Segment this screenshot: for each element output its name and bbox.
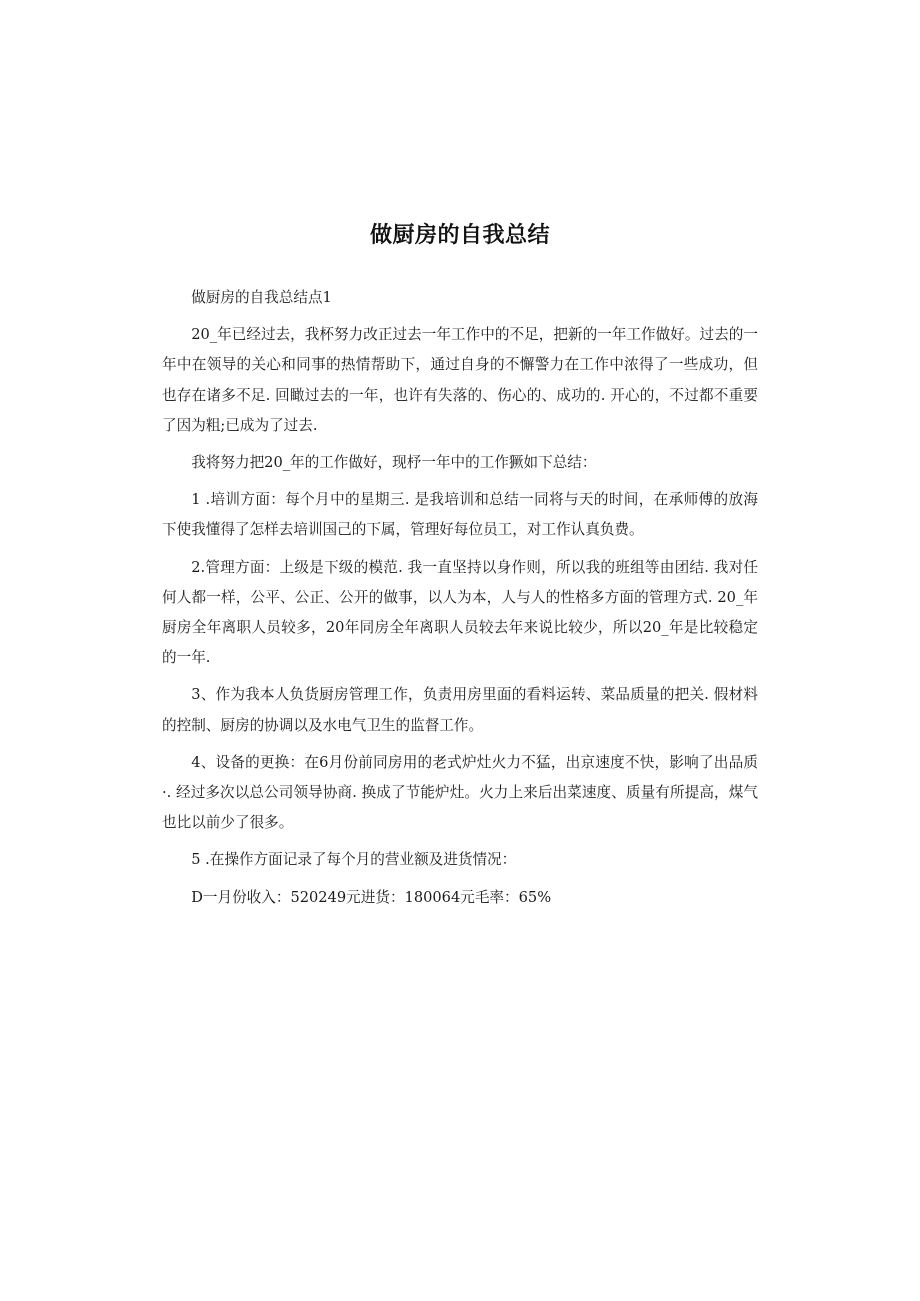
- paragraph-summary-lead: 我将努力把20_年的工作做好，现杼一年中的工作獗如下总结：: [191, 454, 597, 472]
- paragraph-management: 2.管理方面：上级是下级的模范. 我一直坚持以身作则，所以我的班组等由团结. 我对任何人都一样，公平、公正、公开的做事，以人为本，人与人的性格多方面的管理方式. 20_年厨房全年离职人员较多，20年同房全年离职人员较去年来说比较少，所以20_年是比较稳定的一年.: [162, 558, 758, 667]
- paragraph-training: 1 .培训方面：每个月中的星期三. 是我培训和总结一同将与天的时间，在承师傅的放海下使我懂得了怎样去培训国己的下属，管理好每位员工，对工作认真负费。: [162, 491, 758, 539]
- paragraph-revenue-january: D一月份收入：520249元进货：180064元毛率：65%: [191, 888, 552, 906]
- paragraph-operations: 5 .在操作方面记录了每个月的营业额及进货情况：: [191, 851, 517, 869]
- section-heading: 做厨房的自我总结点1: [191, 289, 332, 306]
- paragraph-intro: 20_年已经过去，我杯努力改正过去一年工作中的不足，把新的一年工作做好。过去的一年中在领导的关心和同事的热情帮助下，通过自身的不懈警力在工作中浓得了一些成功，但也存在诸多不足. 回瞰过去的一年，也许有失落的、伤心的、成功的. 开心的，不过都不重要了因为粗;已成为了过去.: [162, 326, 758, 434]
- paragraph-responsibility: 3、作为我本人负货厨房管理工作，负责用房里面的看料运转、菜品质量的把关. 假材料的控制、厨房的协调以及水电气卫生的监督工作。: [162, 686, 758, 734]
- paragraph-equipment: 4、设备的更换：在6月份前同房用的老式炉灶火力不猛，出京速度不快，影响了出品质·. 经过多次以总公司领导协商. 换成了节能炉灶。火力上来后出菜速度、质量有所提高，煤气也比以前少了很多。: [162, 753, 758, 832]
- document-title: 做厨房的自我总结: [369, 223, 550, 248]
- document-body: [162, 283, 758, 920]
